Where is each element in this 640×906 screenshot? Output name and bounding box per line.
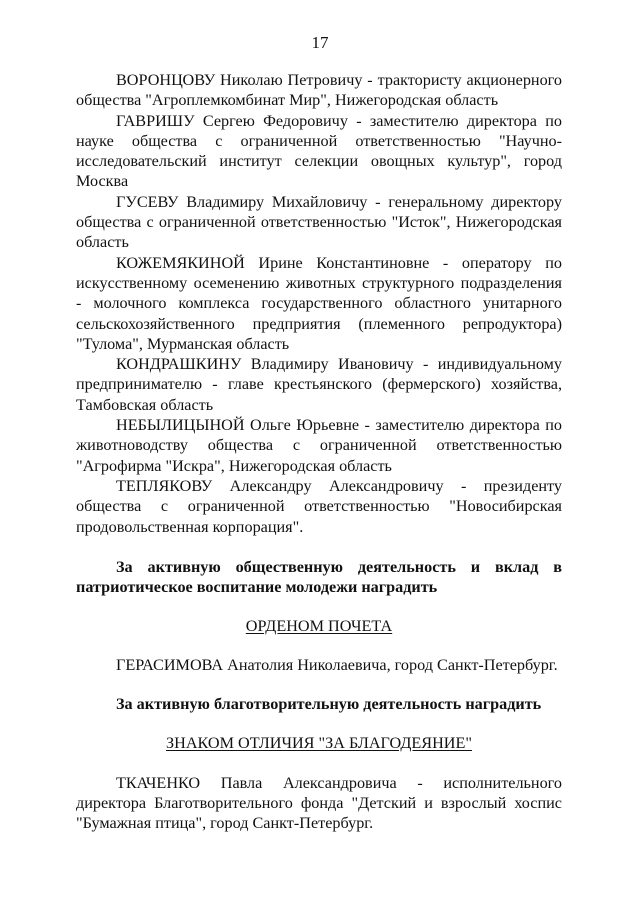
document-body	[76, 70, 562, 834]
award-title-text: ЗНАКОМ ОТЛИЧИЯ "ЗА БЛАГОДЕЯНИЕ"	[166, 734, 472, 753]
award-entry-gerasimov: ГЕРАСИМОВА Анатолия Николаевича, город Санкт-Петербург.	[116, 655, 558, 674]
award-entry-kozhemyakina: КОЖЕМЯКИНОЙ Ирине Константиновне - оператору по искусственному осеменению животных структурного подразделения - молочного комплекса государственного областного унитарного сельскохозяйственного предприятия (племенного репродуктора) "Тулома", Мурманская область	[76, 253, 562, 353]
award-entry-gavrish: ГАВРИШУ Сергею Федоровичу - заместителю директора по науке общества с ограниченной ответственностью "Научно-исследовательский институт селекции овощных культур", город Москва	[76, 111, 562, 191]
section-heading-patriotic: За активную общественную деятельность и вклад в патриотическое воспитание молодежи наградить	[76, 557, 562, 597]
award-entry-tkachenko: ТКАЧЕНКО Павла Александровича - исполнительного директора Благотворительного фонда "Детский и взрослый хоспис "Бумажная птица", город Санкт-Петербург.	[76, 773, 562, 833]
section-heading-charity: За активную благотворительную деятельность наградить	[116, 695, 542, 714]
award-entry-vorontsov: ВОРОНЦОВУ Николаю Петровичу - трактористу акционерного общества "Агроплемкомбинат Мир", Нижегородская область	[76, 71, 562, 110]
award-title-text: ОРДЕНОМ ПОЧЕТА	[245, 617, 393, 636]
award-entry-teplyakov: ТЕПЛЯКОВУ Александру Александровичу - президенту общества с ограниченной ответственностью "Новосибирская продовольственная корпорация".	[76, 476, 562, 536]
award-entry-gusev: ГУСЕВУ Владимиру Михайловичу - генеральному директору общества с ограниченной ответственностью "Исток", Нижегородская область	[76, 192, 562, 252]
award-entry-nebylitsyna: НЕБЫЛИЦЫНОЙ Ольге Юрьевне - заместителю директора по животноводству общества с ограниченной ответственностью "Агрофирма "Искра", Нижегородская область	[76, 416, 562, 475]
award-title-order-of-honor	[76, 616, 562, 636]
award-title-blagodeyanie	[76, 733, 562, 753]
page-number: 17	[311, 33, 329, 52]
award-entry-kondrashkin: КОНДРАШКИНУ Владимиру Ивановичу - индивидуальному предпринимателю - главе крестьянского (фермерского) хозяйства, Тамбовская область	[76, 355, 562, 414]
